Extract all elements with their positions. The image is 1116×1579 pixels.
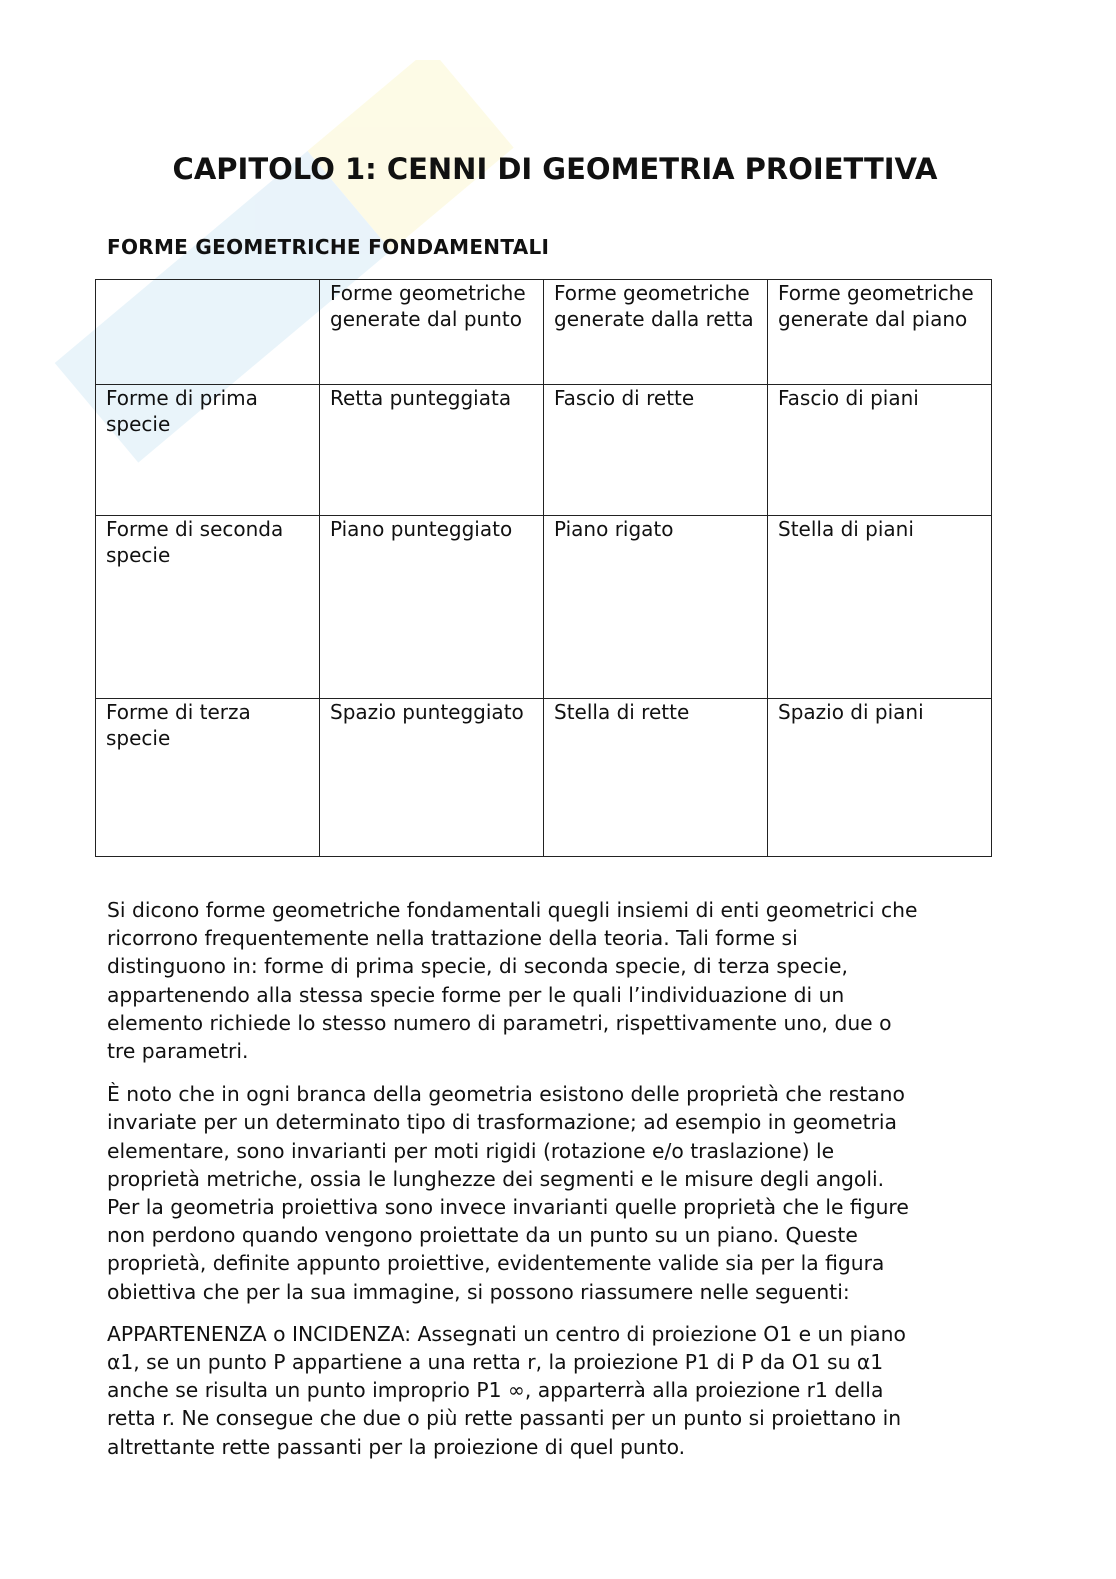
paragraph-incidence <box>107 1320 1055 1461</box>
table-cell: Spazio punteggiato <box>320 699 544 857</box>
table-header-cell: Forme geometriche generate dalla retta <box>544 280 768 385</box>
table-cell: Piano punteggiato <box>320 516 544 699</box>
table-header-row <box>96 280 992 385</box>
text-line: distinguono in: forme di prima specie, di seconda specie, di terza specie, <box>107 954 848 979</box>
paragraph-definition <box>107 896 1055 1065</box>
document-body <box>95 279 1055 1461</box>
table-cell: Stella di piani <box>768 516 992 699</box>
table-header-cell: Forme geometriche generate dal piano <box>768 280 992 385</box>
text-line: proprietà metriche, ossia le lunghezze dei segmenti e le misure degli angoli. <box>107 1166 885 1191</box>
text-line: non perdono quando vengono proiettate da un punto su un piano. Queste <box>107 1223 858 1248</box>
table-cell: Piano rigato <box>544 516 768 699</box>
table-row <box>96 385 992 516</box>
section-heading: FORME GEOMETRICHE FONDAMENTALI <box>107 235 550 259</box>
table-cell: Retta punteggiata <box>320 385 544 516</box>
text-line: elementare, sono invarianti per moti rigidi (rotazione e/o traslazione) le <box>107 1138 835 1163</box>
text-line: È noto che in ogni branca della geometria esistono delle proprietà che restano <box>107 1082 905 1107</box>
text-line: α1, se un punto P appartiene a una retta r, la proiezione P1 di P da O1 su α1 <box>107 1350 884 1375</box>
text-line: anche se risulta un punto improprio P1 ∞, apparterrà alla proiezione r1 della <box>107 1378 884 1403</box>
table-row <box>96 516 992 699</box>
text-line: Si dicono forme geometriche fondamentali quegli insiemi di enti geometrici che <box>107 898 918 922</box>
forms-table <box>95 279 992 857</box>
table-cell: Spazio di piani <box>768 699 992 857</box>
text-line: altrettante rette passanti per la proiezione di quel punto. <box>107 1434 686 1459</box>
table-cell: Stella di rette <box>544 699 768 857</box>
table-header-cell <box>96 280 320 385</box>
text-line: invariate per un determinato tipo di trasformazione; ad esempio in geometria <box>107 1110 897 1135</box>
table-cell: Fascio di piani <box>768 385 992 516</box>
table-cell: Fascio di rette <box>544 385 768 516</box>
text-line: retta r. Ne consegue che due o più rette passanti per un punto si proiettano in <box>107 1406 902 1431</box>
page-title: CAPITOLO 1: CENNI DI GEOMETRIA PROIETTIVA <box>172 152 938 186</box>
table-cell: Forme di prima specie <box>96 385 320 516</box>
table-header-cell: Forme geometriche generate dal punto <box>320 280 544 385</box>
table-cell: Forme di seconda specie <box>96 516 320 699</box>
text-line: tre parametri. <box>107 1039 249 1064</box>
text-line: obiettiva che per la sua immagine, si possono riassumere nelle seguenti: <box>107 1279 850 1304</box>
text-line: proprietà, definite appunto proiettive, evidentemente valide sia per la figura <box>107 1251 885 1276</box>
paragraph-invariants <box>107 1080 1055 1306</box>
text-line: appartenendo alla stessa specie forme per le quali l’individuazione di un <box>107 982 845 1007</box>
table-row <box>96 699 992 857</box>
text-line: ricorrono frequentemente nella trattazione della teoria. Tali forme si <box>107 926 798 951</box>
text-line: APPARTENENZA o INCIDENZA: Assegnati un centro di proiezione O1 e un piano <box>107 1321 906 1346</box>
text-line: elemento richiede lo stesso numero di parametri, rispettivamente uno, due o <box>107 1010 892 1035</box>
text-line: Per la geometria proiettiva sono invece invarianti quelle proprietà che le figure <box>107 1195 909 1220</box>
table-cell: Forme di terza specie <box>96 699 320 857</box>
